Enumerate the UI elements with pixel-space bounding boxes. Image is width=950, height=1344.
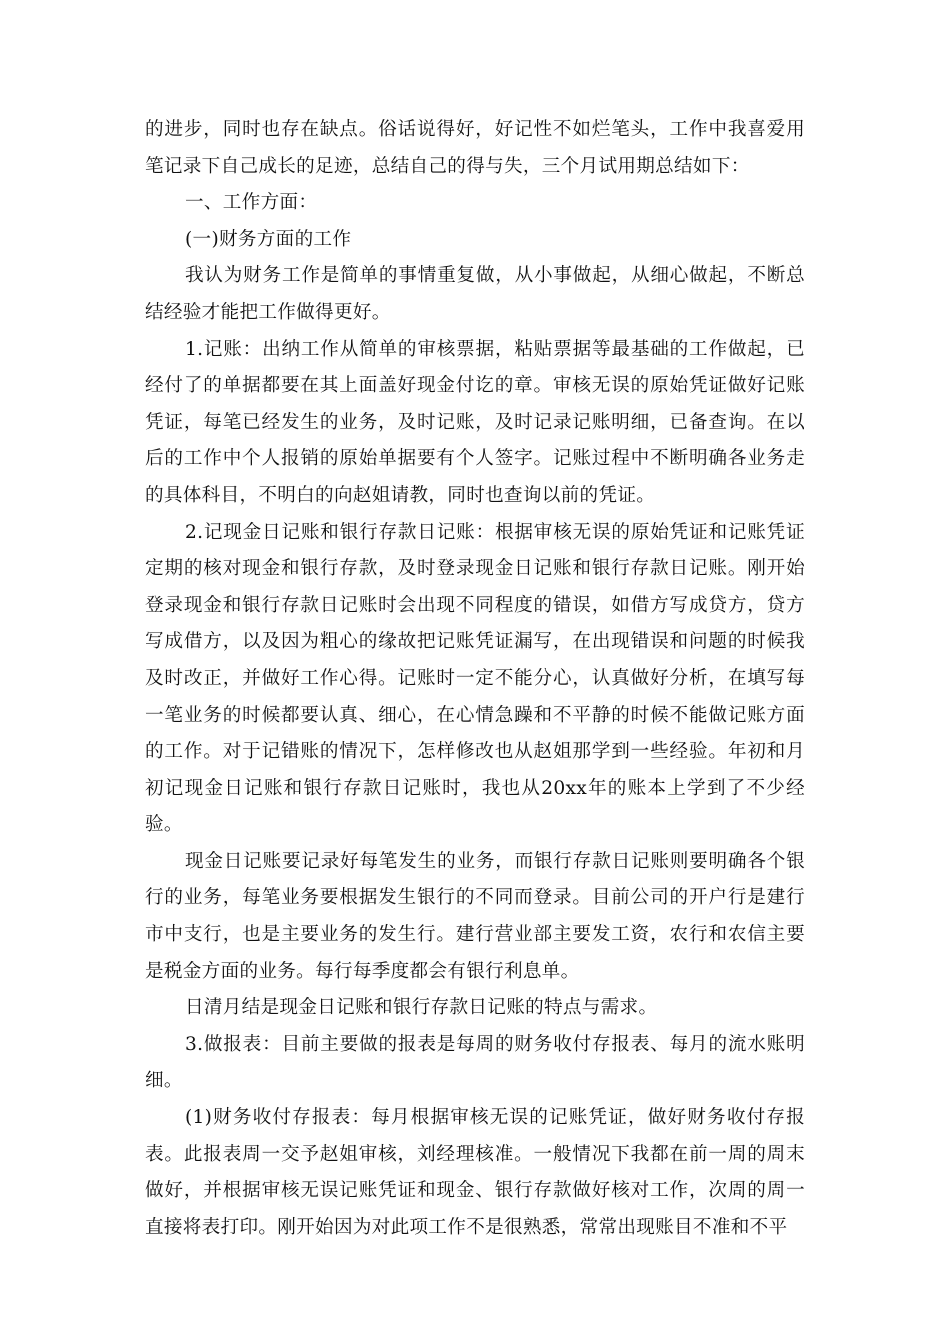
paragraph-finance-view: 我认为财务工作是简单的事情重复做，从小事做起，从细心做起，不断总结经验才能把工作做得更好。 [145, 265, 805, 323]
paragraph-daily-monthly: 日清月结是现金日记账和银行存款日记账的特点与需求。 [185, 997, 658, 1019]
paragraph-journals: 2.记现金日记账和银行存款日记账：根据审核无误的原始凭证和记账凭证定期的核对现金和银行存款，及时登录现金日记账和银行存款日记账。刚开始登录现金和银行存款日记账时会出现不同程度的错误，如借方写成贷方，贷方写成借方，以及因为粗心的缘故把记账凭证漏写，在出现错误和问题的时候我及时改正，并做好工作心得。记账时一定不能分心，认真做好分析，在填写每一笔业务的时候都要认真、细心，在心情急躁和不平静的时候不能做记账方面的工作。对于记错账的情况下，怎样修改也从赵姐那学到一些经验。年初和月初记现金日记账和银行存款日记账时，我也从20xx年的账本上学到了不少经验。 [145, 521, 805, 836]
paragraph-reports: 3.做报表：目前主要做的报表是每周的财务收付存报表、每月的流水账明细。 [145, 1033, 805, 1092]
paragraph-bookkeeping: 1.记账：出纳工作从简单的审核票据，粘贴票据等最基础的工作做起，已经付了的单据都要在其上面盖好现金付讫的章。审核无误的原始凭证做好记账凭证，每笔已经发生的业务，及时记账，及时记录记账明细，已备查询。在以后的工作中个人报销的原始单据要有个人签字。记账过程中不断明确各业务走的具体科目，不明白的向赵姐请教，同时也查询以前的凭证。 [145, 338, 805, 506]
section-heading-work: 一、工作方面： [185, 192, 318, 214]
subsection-heading-finance: (一)财务方面的工作 [185, 228, 352, 250]
paragraph-continuation: 的进步，同时也存在缺点。俗话说得好，好记性不如烂笔头，工作中我喜爱用笔记录下自己成长的足迹，总结自己的得与失，三个月试用期总结如下： [145, 119, 805, 177]
document-body [145, 112, 805, 1246]
paragraph-cash-bank-journal: 现金日记账要记录好每笔发生的业务，而银行存款日记账则要明确各个银行的业务，每笔业务要根据发生银行的不同而登录。目前公司的开户行是建行市中支行，也是主要业务的发生行。建行营业部主要发工资，农行和农信主要是税金方面的业务。每行每季度都会有银行利息单。 [145, 850, 805, 982]
paragraph-weekly-report: (1)财务收付存报表：每月根据审核无误的记账凭证，做好财务收付存报表。此报表周一交予赵姐审核，刘经理核准。一般情况下我都在前一周的周末做好，并根据审核无误记账凭证和现金、银行存款做好核对工作，次周的周一直接将表打印。刚开始因为对此项工作不是很熟悉，常常出现账目不准和不平 [145, 1107, 805, 1238]
